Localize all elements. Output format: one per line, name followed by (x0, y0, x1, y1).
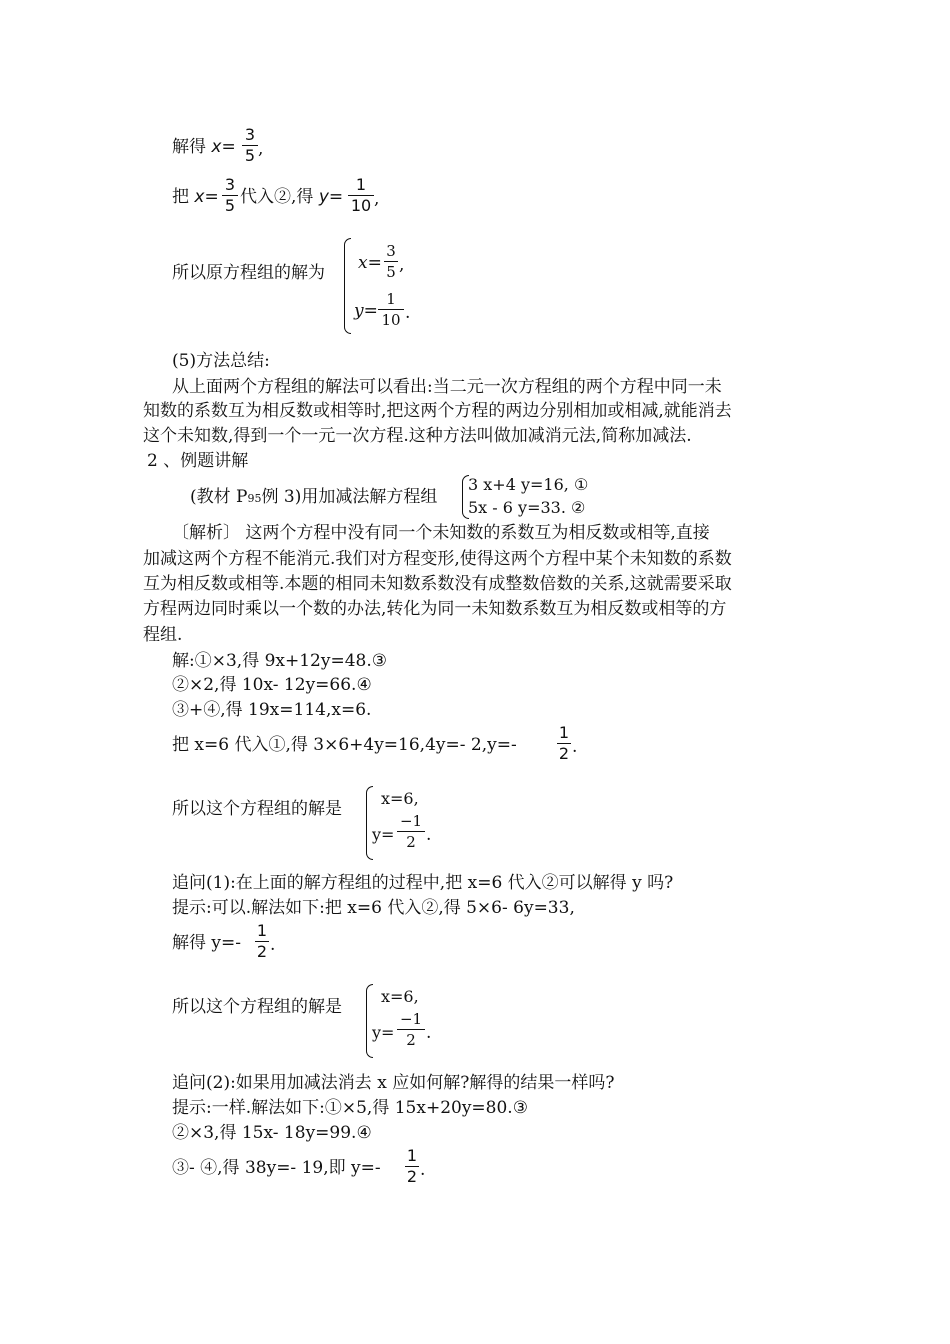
analysis-line: 加减这两个方程不能消元.我们对方程变形,使得这两个方程中某个未知数的系数 (143, 549, 732, 569)
eq: = (328, 187, 344, 207)
comma: , (374, 189, 380, 209)
numerator: 3 (386, 242, 396, 260)
fraction-1-10 (378, 290, 404, 329)
followup-hint: 提示:一样.解法如下:①×5,得 15x+20y=80.③ (172, 1098, 528, 1118)
system-line-2 (354, 300, 378, 322)
summary-heading: (5)方法总结: (172, 351, 270, 371)
var: y (318, 187, 329, 207)
system-line-2: y= (372, 1023, 395, 1042)
left-brace (344, 238, 351, 334)
solution-step: ②×2,得 10x- 12y=66.④ (172, 675, 372, 695)
denominator: 2 (406, 1031, 416, 1049)
left-brace (366, 984, 373, 1058)
analysis-line: 〔解析〕 这两个方程中没有同一个未知数的系数互为相反数或相等,直接 (172, 523, 710, 543)
eq: = (367, 253, 382, 273)
solve-x-line (172, 136, 236, 158)
denominator: 5 (244, 146, 256, 165)
period: . (420, 1160, 426, 1180)
fraction-3-5 (222, 176, 238, 215)
fraction-3-5 (384, 242, 398, 281)
fraction-neg1-2 (397, 1010, 425, 1049)
fraction-1-2 (405, 1147, 419, 1186)
denominator: 10 (350, 196, 372, 215)
subst-line-b (240, 186, 343, 208)
solution-step: ③+④,得 19x=114,x=6. (172, 700, 372, 720)
fraction-1-2 (255, 922, 269, 961)
fraction-neg1-2 (397, 812, 425, 851)
denominator: 2 (558, 744, 570, 763)
period: . (426, 1023, 432, 1043)
subst-line-a (172, 186, 219, 208)
summary-paragraph-line: 从上面两个方程组的解法可以看出:当二元一次方程组的两个方程中同一未 (172, 377, 722, 397)
text: 例 3)用加减法解方程组 (261, 487, 438, 507)
analysis-line: 方程两边同时乘以一个数的办法,转化为同一未知数系数互为相反数或相等的方 (143, 599, 727, 619)
fraction-1-10 (348, 176, 374, 215)
system-line-1: x=6, (381, 789, 419, 808)
period: . (426, 825, 432, 845)
text: 把 (172, 187, 195, 207)
period: . (572, 737, 578, 757)
numerator: 1 (558, 723, 570, 742)
var: x (358, 253, 368, 273)
fraction-bar (397, 1029, 425, 1030)
denominator: 5 (224, 196, 236, 215)
denominator: 2 (406, 833, 416, 851)
fraction-1-2 (557, 724, 571, 763)
fraction-3-5 (242, 126, 258, 165)
system-label: 所以这个方程组的解是 (172, 997, 342, 1017)
denominator: 5 (386, 263, 396, 281)
followup-question: 追问(1):在上面的解方程组的过程中,把 x=6 代入②可以解得 y 吗? (172, 873, 674, 893)
var: x (211, 137, 222, 157)
left-brace (366, 786, 373, 860)
followup-solve: 解得 y=- (172, 933, 241, 953)
equation-1: 3 x+4 y=16, ① (468, 475, 589, 494)
solution-step: 解:①×3,得 9x+12y=48.③ (172, 651, 387, 671)
var: y (354, 301, 364, 321)
fraction-bar (378, 309, 404, 310)
system-label: 所以原方程组的解为 (172, 263, 325, 283)
fraction-bar (397, 831, 425, 832)
numerator: 3 (224, 175, 236, 194)
denominator: 2 (256, 942, 268, 961)
numerator: 3 (244, 125, 256, 144)
period: . (405, 303, 411, 323)
system-line-1: x=6, (381, 987, 419, 1006)
text: 代入②,得 (240, 187, 319, 207)
numerator: 1 (406, 1146, 418, 1165)
followup-step: ②×3,得 15x- 18y=99.④ (172, 1123, 372, 1143)
eq: = (204, 187, 219, 207)
eq: = (363, 301, 378, 321)
page-subscript: 95 (247, 492, 262, 505)
followup-hint: 提示:可以.解法如下:把 x=6 代入②,得 5×6- 6y=33, (172, 898, 575, 918)
comma: , (399, 255, 405, 275)
example-intro (190, 486, 437, 510)
system-label: 所以这个方程组的解是 (172, 799, 342, 819)
fraction-bar (384, 261, 398, 262)
equation-2: 5x - 6 y=33. ② (468, 498, 586, 517)
numerator: −1 (399, 1010, 423, 1028)
var: x (194, 187, 205, 207)
summary-paragraph-line: 知数的系数互为相反数或相等时,把这两个方程的两边分别相加或相减,就能消去 (143, 401, 732, 421)
solution-step: 把 x=6 代入①,得 3×6+4y=16,4y=- 2,y=- (172, 735, 517, 755)
system-line-2: y= (372, 825, 395, 844)
system-line-1 (358, 252, 382, 274)
period: . (270, 935, 276, 955)
numerator: 1 (256, 921, 268, 940)
numerator: 1 (386, 290, 396, 308)
analysis-line: 互为相反数或相等.本题的相同未知数系数没有成整数倍数的关系,这就需要采取 (143, 574, 732, 594)
text: 解得 (172, 137, 212, 157)
denominator: 2 (406, 1167, 418, 1186)
summary-paragraph-line: 这个未知数,得到一个一元一次方程.这种方法叫做加减消元法,简称加减法. (143, 426, 692, 446)
numerator: 1 (355, 175, 367, 194)
followup-step: ③- ④,得 38y=- 19,即 y=- (172, 1158, 381, 1178)
eq: = (221, 137, 236, 157)
analysis-line: 程组. (143, 625, 183, 645)
comma: , (258, 139, 264, 159)
numerator: −1 (399, 812, 423, 830)
text: (教材 P (190, 487, 248, 507)
followup-question: 追问(2):如果用加减法消去 x 应如何解?解得的结果一样吗? (172, 1073, 615, 1093)
example-heading: 2 、例题讲解 (147, 451, 249, 471)
denominator: 10 (381, 311, 401, 329)
